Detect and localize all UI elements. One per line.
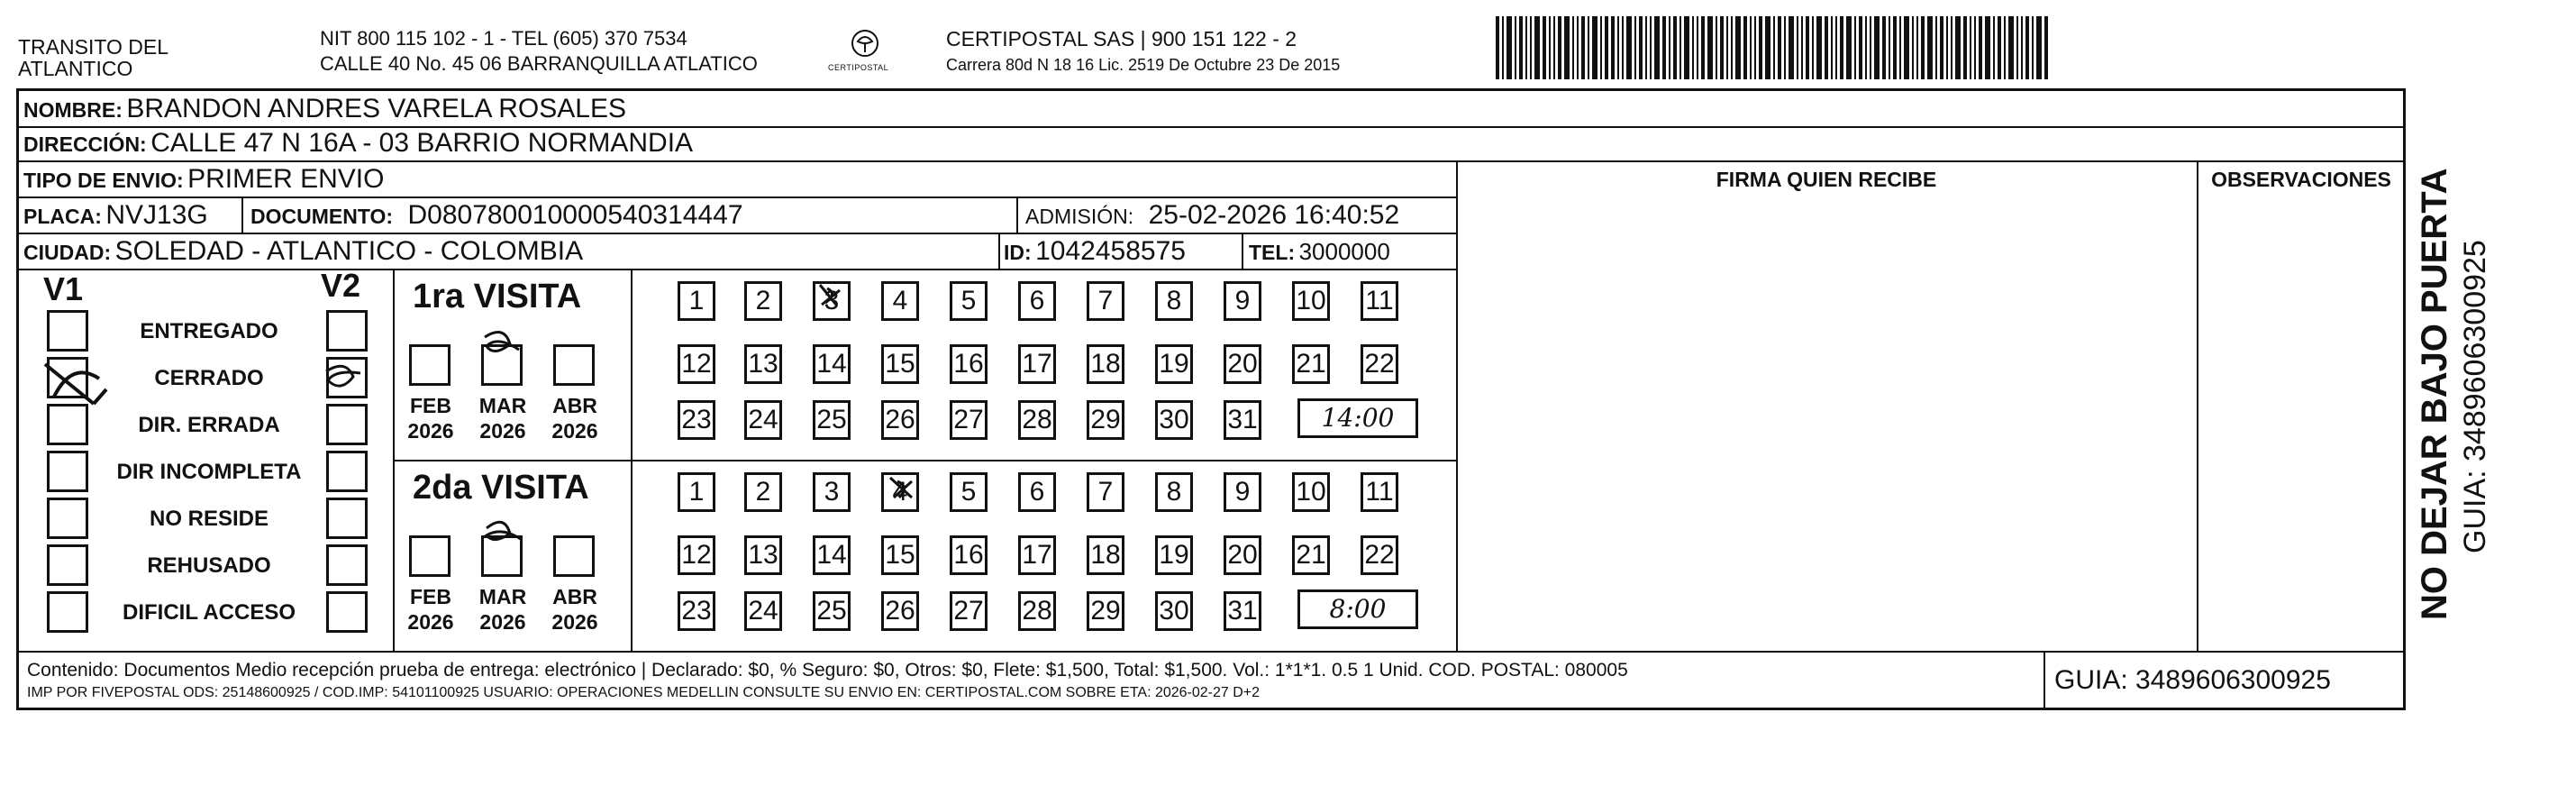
- day-box[interactable]: 17: [1018, 535, 1056, 575]
- day-box[interactable]: 17: [1018, 344, 1056, 384]
- day-box[interactable]: 13: [744, 344, 782, 384]
- day-box[interactable]: 26: [881, 591, 919, 631]
- day-box[interactable]: 24: [744, 591, 782, 631]
- tipo-value: PRIMER ENVIO: [187, 164, 385, 194]
- day-box[interactable]: 22: [1361, 535, 1398, 575]
- day-box[interactable]: 2: [744, 472, 782, 512]
- day-box[interactable]: 8: [1155, 472, 1193, 512]
- month-label: FEB: [410, 585, 451, 608]
- day-box[interactable]: 3: [813, 281, 851, 321]
- year-label: 2026: [551, 610, 598, 634]
- id-value: 1042458575: [1035, 236, 1186, 266]
- day-box[interactable]: 21: [1292, 535, 1330, 575]
- day-box[interactable]: 1: [678, 281, 715, 321]
- month-label: MAR: [478, 394, 527, 417]
- direccion-label: DIRECCIÓN:: [23, 132, 147, 156]
- side-guia: GUIA: 3489606300925: [2458, 240, 2492, 553]
- day-box[interactable]: 23: [678, 400, 715, 440]
- day-box[interactable]: 15: [881, 535, 919, 575]
- documento-value: D080780010000540314447: [407, 200, 743, 230]
- day-box[interactable]: 19: [1155, 344, 1193, 384]
- day-box[interactable]: 20: [1224, 535, 1261, 575]
- day-box[interactable]: 4: [881, 281, 919, 321]
- admision-value: 25-02-2026 16:40:52: [1148, 200, 1400, 230]
- reason-label: DIR. ERRADA: [138, 413, 280, 437]
- day-box[interactable]: 21: [1292, 344, 1330, 384]
- day-box[interactable]: 13: [744, 535, 782, 575]
- v1-label: V1: [43, 270, 84, 307]
- reason-label: NO RESIDE: [149, 507, 269, 531]
- day-box[interactable]: 6: [1018, 472, 1056, 512]
- day-box[interactable]: 14: [813, 344, 851, 384]
- placa-value: NVJ13G: [105, 200, 208, 230]
- day-box[interactable]: 3: [813, 472, 851, 512]
- placa-label: PLACA:: [23, 205, 102, 228]
- day-box[interactable]: 11: [1361, 281, 1398, 321]
- day-box[interactable]: 16: [950, 535, 988, 575]
- month-label: FEB: [410, 394, 451, 417]
- day-box[interactable]: 31: [1224, 591, 1261, 631]
- side-warning: NO DEJAR BAJO PUERTA: [2415, 168, 2454, 620]
- day-box[interactable]: 30: [1155, 400, 1193, 440]
- time-box[interactable]: 14:00: [1297, 398, 1418, 438]
- month-label: ABR: [552, 394, 597, 417]
- nombre-value: BRANDON ANDRES VARELA ROSALES: [126, 94, 626, 123]
- reason-label: CERRADO: [154, 366, 264, 390]
- day-box[interactable]: 15: [881, 344, 919, 384]
- nombre-label: NOMBRE:: [23, 98, 123, 122]
- day-box[interactable]: 5: [950, 281, 988, 321]
- tipo-label: TIPO DE ENVIO:: [23, 169, 184, 192]
- tel-label: TEL:: [1249, 241, 1296, 264]
- second-visit-title: 2da VISITA: [413, 469, 589, 507]
- reason-label: DIR INCOMPLETA: [116, 460, 302, 484]
- time-box[interactable]: 8:00: [1297, 589, 1418, 629]
- day-box[interactable]: 19: [1155, 535, 1193, 575]
- month-label: ABR: [552, 585, 597, 608]
- observaciones-header: OBSERVACIONES: [2211, 168, 2391, 191]
- day-box[interactable]: 30: [1155, 591, 1193, 631]
- logo-text: CERTIPOSTAL: [828, 63, 889, 72]
- day-box[interactable]: 20: [1224, 344, 1261, 384]
- ciudad-label: CIUDAD:: [23, 241, 112, 264]
- firma-header: FIRMA QUIEN RECIBE: [1716, 168, 1937, 191]
- reason-label: ENTREGADO: [140, 319, 278, 343]
- month-label: MAR: [478, 585, 527, 608]
- day-box[interactable]: 29: [1087, 591, 1124, 631]
- year-label: 2026: [551, 419, 598, 443]
- day-box[interactable]: 25: [813, 400, 851, 440]
- day-box[interactable]: 12: [678, 535, 715, 575]
- day-box[interactable]: 22: [1361, 344, 1398, 384]
- day-box[interactable]: 1: [678, 472, 715, 512]
- day-box[interactable]: 24: [744, 400, 782, 440]
- day-box[interactable]: 28: [1018, 591, 1056, 631]
- day-box[interactable]: 7: [1087, 472, 1124, 512]
- day-box[interactable]: 9: [1224, 472, 1261, 512]
- first-visit-title: 1ra VISITA: [413, 278, 582, 315]
- day-box[interactable]: 16: [950, 344, 988, 384]
- day-box[interactable]: 12: [678, 344, 715, 384]
- day-box[interactable]: 25: [813, 591, 851, 631]
- reason-label: REHUSADO: [147, 553, 271, 578]
- year-label: 2026: [407, 610, 454, 634]
- direccion-value: CALLE 47 N 16A - 03 BARRIO NORMANDIA: [150, 128, 694, 158]
- v2-label: V2: [321, 267, 361, 304]
- company-line-1: CERTIPOSTAL SAS | 900 151 122 - 2: [946, 27, 1297, 50]
- footer-contenido: Contenido: Documentos Medio recepción prueba de entrega: electrónico | Declarado: $0, % Seguro: $0, Otros: $0, Flete: $1,500, Total: $1,500. Vol.: 1*1*1. 0.5 1 Unid. COD. POSTAL: 080005: [27, 660, 1628, 681]
- day-box[interactable]: 27: [950, 591, 988, 631]
- day-box[interactable]: 5: [950, 472, 988, 512]
- reason-label: DIFICIL ACCESO: [122, 600, 296, 625]
- day-box[interactable]: 14: [813, 535, 851, 575]
- day-box[interactable]: 9: [1224, 281, 1261, 321]
- day-box[interactable]: 27: [950, 400, 988, 440]
- day-box[interactable]: 4: [881, 472, 919, 512]
- day-box[interactable]: 18: [1087, 535, 1124, 575]
- day-box[interactable]: 7: [1087, 281, 1124, 321]
- day-box[interactable]: 29: [1087, 400, 1124, 440]
- day-box[interactable]: 23: [678, 591, 715, 631]
- sender-line-1: NIT 800 115 102 - 1 - TEL (605) 370 7534: [320, 27, 687, 50]
- company-line-2: Carrera 80d N 18 16 Lic. 2519 De Octubre 23 De 2015: [946, 56, 1341, 74]
- day-box[interactable]: 31: [1224, 400, 1261, 440]
- year-label: 2026: [479, 419, 526, 443]
- day-box[interactable]: 2: [744, 281, 782, 321]
- day-box[interactable]: 6: [1018, 281, 1056, 321]
- tel-value: 3000000: [1298, 238, 1390, 265]
- day-box[interactable]: 28: [1018, 400, 1056, 440]
- day-box[interactable]: 8: [1155, 281, 1193, 321]
- footer-guia: GUIA: 3489606300925: [2054, 665, 2331, 695]
- admision-label: ADMISIÓN:: [1025, 205, 1134, 228]
- day-box[interactable]: 11: [1361, 472, 1398, 512]
- sender-line-2: CALLE 40 No. 45 06 BARRANQUILLA ATLATICO: [320, 52, 758, 75]
- day-box[interactable]: 10: [1292, 281, 1330, 321]
- ciudad-value: SOLEDAD - ATLANTICO - COLOMBIA: [114, 236, 584, 266]
- id-label: ID:: [1004, 241, 1032, 264]
- day-box[interactable]: 18: [1087, 344, 1124, 384]
- documento-label: DOCUMENTO:: [250, 205, 394, 228]
- year-label: 2026: [479, 610, 526, 634]
- day-box[interactable]: 26: [881, 400, 919, 440]
- footer-imp: IMP POR FIVEPOSTAL ODS: 25148600925 / COD.IMP: 54101100925 USUARIO: OPERACIONES MEDELLIN CONSULTE SU ENVIO EN: CERTIPOSTAL.COM SOBRE ETA: 2026-02-27 D+2: [27, 685, 1261, 700]
- year-label: 2026: [407, 419, 454, 443]
- day-box[interactable]: 10: [1292, 472, 1330, 512]
- sender-name: TRANSITO DEL ATLANTICO: [18, 35, 168, 80]
